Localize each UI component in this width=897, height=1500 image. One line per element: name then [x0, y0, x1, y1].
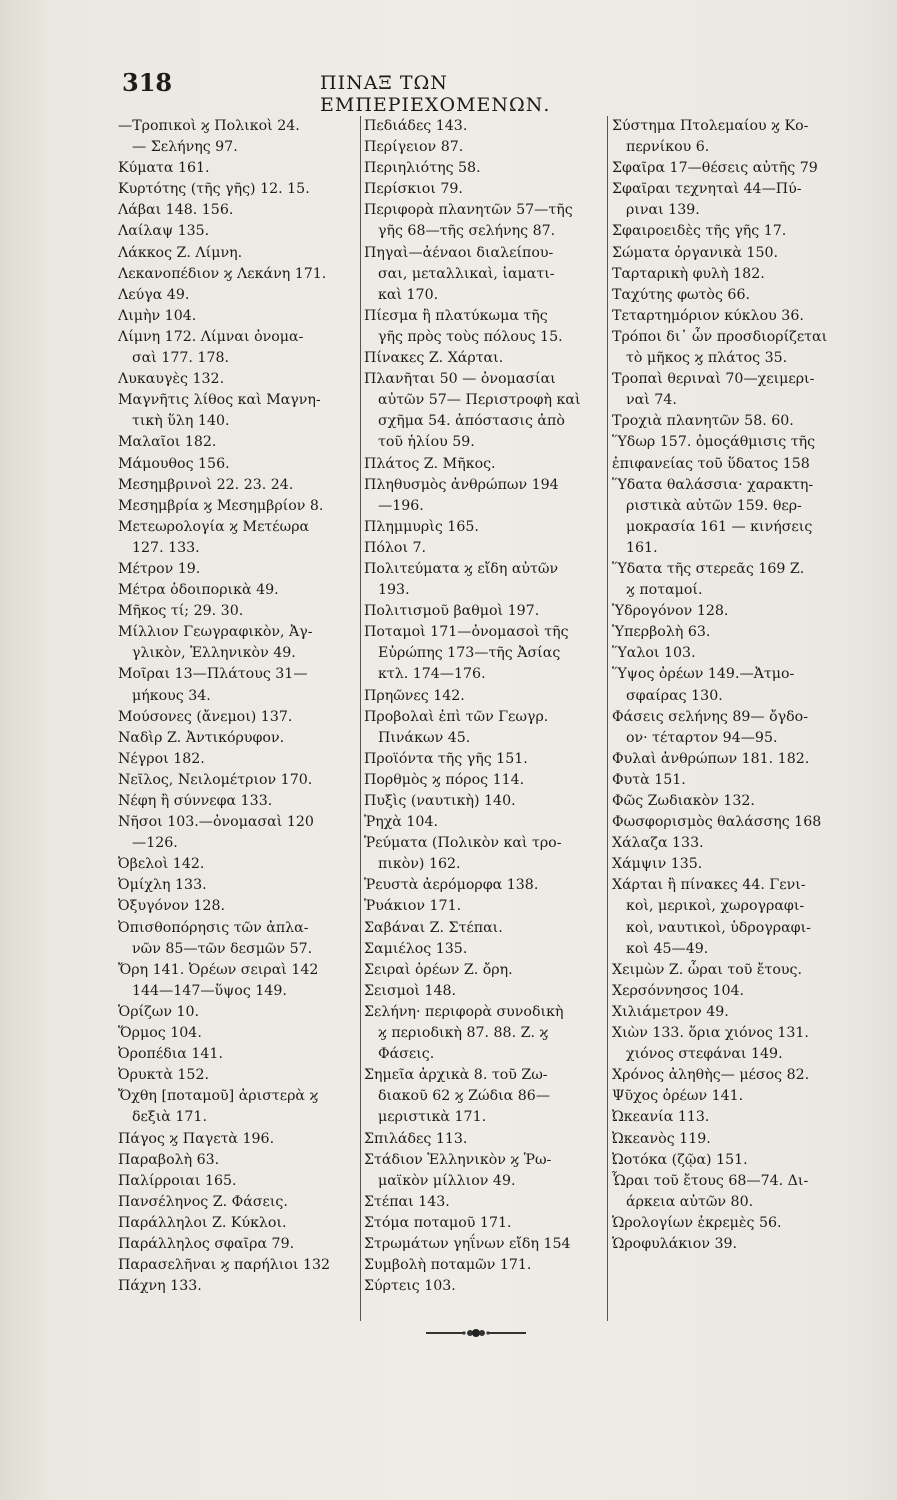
page-header [122, 68, 682, 116]
index-entry: χιόνος στεφάναι 149. [626, 1046, 783, 1063]
index-entry: Χάλαζα 133. [612, 835, 704, 852]
index-entry: Λάκκος Ζ. Λίμνη. [118, 244, 243, 261]
index-entry: Στόμα ποταμοῦ 171. [364, 1214, 512, 1231]
index-entry: Πεδιάδες 143. [364, 118, 468, 134]
index-entry: Φῶς Ζωδιακὸν 132. [612, 793, 755, 809]
index-entry: Τρόποι δι᾽ ὧν προσδιορίζεται [612, 328, 828, 345]
index-entry: Λεύγα 49. [118, 286, 190, 303]
index-entry: μήκους 34. [132, 687, 211, 704]
index-entry: Στρωμάτων γηΐνων εἴδη 154 [364, 1235, 571, 1252]
index-entry: Προϊόντα τῆς γῆς 151. [364, 750, 528, 767]
index-entry: Πλάτος Ζ. Μῆκος. [364, 455, 496, 472]
index-entry: Πίνακες Ζ. Χάρται. [364, 350, 504, 367]
index-entry: Ὕψος ὀρέων 149.—Ἀτμο- [612, 666, 795, 683]
index-entry: Ὅρμος 104. [118, 1025, 202, 1042]
index-entry: Πανσέληνος Ζ. Φάσεις. [118, 1193, 288, 1210]
index-entry: Φωσφορισμὸς θαλάσσης 168 [612, 814, 822, 831]
index-entry: Ῥηχὰ 104. [364, 814, 438, 831]
index-entry: αὐτῶν 57— Περιστροφὴ καὶ [378, 392, 581, 409]
index-entry: 193. [378, 582, 410, 599]
index-entry: Πορθμὸς ϗ πόρος 114. [364, 771, 525, 788]
index-entry: καὶ 170. [378, 286, 439, 303]
index-entry: Παρασελῆναι ϗ παρήλιοι 132 [118, 1257, 331, 1274]
index-entry: ριστικὰ αὐτῶν 159. θερ- [626, 497, 802, 514]
index-entry: Περίσκιοι 79. [364, 181, 463, 198]
index-entry: κοὶ, ναυτικοὶ, ὑδρογραφι- [626, 919, 811, 936]
index-entry: Χρόνος ἀληθὴς— μέσος 82. [612, 1067, 810, 1084]
index-entry: Ὀπισθοπόρησις τῶν ἀπλα- [118, 919, 309, 936]
index-entry: Παράλληλοι Ζ. Κύκλοι. [118, 1214, 287, 1231]
running-title: ΠΙΝΑΞ ΤΩΝ ΕΜΠΕΡΙΕΧΟΜΕΝΩΝ. [320, 72, 551, 116]
index-entry: Σώματα ὀργανικὰ 150. [612, 244, 779, 261]
page-number: 318 [122, 68, 173, 97]
index-entry: Πρηῶνες 142. [364, 687, 465, 704]
index-entry: Σαβάναι Ζ. Στέπαι. [364, 919, 503, 936]
index-entry: Ναδὶρ Ζ. Ἀντικόρυφον. [118, 729, 285, 746]
index-entry: Σπιλάδες 113. [364, 1130, 468, 1147]
index-entry: Ὠκεανὸς 119. [612, 1130, 711, 1147]
index-entry: Χερσόννησος 104. [612, 982, 745, 999]
index-entry: Χειμὼν Ζ. ὧραι τοῦ ἔτους. [612, 961, 802, 978]
index-entry: Σεισμοὶ 148. [364, 982, 457, 999]
index-entry: Μούσονες (ἄνεμοι) 137. [118, 708, 293, 725]
index-entry: Προβολαὶ ἐπὶ τῶν Γεωγρ. [364, 708, 549, 725]
index-entry: Χιὼν 133. ὅρια χιόνος 131. [612, 1025, 809, 1042]
index-column-3 [612, 116, 840, 1321]
index-entry: Ὕδατα θαλάσσια· χαρακτη- [612, 476, 814, 493]
index-entry: Ῥυάκιον 171. [364, 898, 462, 915]
index-entry: σαι, μεταλλικαὶ, ἰαματι- [378, 265, 555, 282]
index-entry: —126. [132, 835, 178, 852]
index-entry: Πληθυσμὸς ἀνθρώπων 194 [364, 476, 559, 493]
index-entry: Ταρταρικὴ φυλὴ 182. [612, 265, 765, 282]
index-columns [118, 116, 840, 1321]
index-entry: Ὀρυκτὰ 152. [118, 1067, 209, 1084]
index-entry: Κυρτότης (τῆς γῆς) 12. 15. [118, 181, 310, 198]
index-entry: Νέφη ἢ σύννεφα 133. [118, 793, 273, 809]
index-entry: διακοῦ 62 ϗ Ζώδια 86— [378, 1088, 551, 1105]
index-entry: Σαμιέλος 135. [364, 940, 468, 957]
index-entry: κοὶ, μερικοὶ, χωρογραφι- [626, 898, 805, 915]
index-entry: Σφαῖραι τεχνηταὶ 44—Πύ- [612, 181, 802, 198]
index-entry: Ὀβελοὶ 142. [118, 856, 205, 873]
index-column-2 [364, 116, 604, 1321]
index-entry: Μαλαῖοι 182. [118, 434, 217, 451]
index-entry: Κύματα 161. [118, 160, 210, 177]
index-entry: Πολιτεύματα ϗ εἴδη αὐτῶν [364, 560, 559, 577]
index-entry: Ὁρίζων 10. [118, 1003, 200, 1020]
index-entry: Ὀροπέδια 141. [118, 1046, 223, 1063]
index-entry: Ὕδωρ 157. ὁμοςάθμισις τῆς [612, 434, 816, 451]
index-entry: Μοῖραι 13—Πλάτους 31— [118, 666, 308, 683]
index-entry: ριναι 139. [626, 202, 700, 219]
index-entry: σχῆμα 54. ἀπόστασις ἀπὸ [378, 413, 565, 430]
index-entry: μοκρασία 161 — κινήσεις [626, 518, 813, 535]
index-entry: Μέτρον 19. [118, 560, 201, 577]
index-entry: Ὀξυγόνον 128. [118, 898, 225, 915]
index-entry: Μεσημβρία ϗ Μεσημβρίον 8. [118, 497, 324, 514]
index-entry: Ὠκεανία 113. [612, 1109, 710, 1126]
index-entry: Περιφορὰ πλανητῶν 57—τῆς [364, 202, 573, 219]
index-entry: Ὧραι τοῦ ἔτους 68—74. Δι- [612, 1172, 809, 1189]
index-entry: Πλημμυρὶς 165. [364, 518, 479, 535]
index-entry: σφαίρας 130. [626, 687, 723, 704]
index-entry: Ὀμίχλη 133. [118, 877, 207, 894]
index-entry: Φυτὰ 151. [612, 771, 686, 788]
index-entry: 127. 133. [132, 539, 200, 556]
index-entry: γλικὸν, Ἑλληνικὸν 49. [132, 645, 296, 662]
index-entry: Ὠοτόκα (ζῷα) 151. [612, 1151, 748, 1168]
index-entry: Μάμουθος 156. [118, 455, 230, 472]
index-entry: ναὶ 74. [626, 392, 677, 409]
index-entry: ἐπιφανείας τοῦ ὕδατος 158 [612, 455, 810, 472]
index-entry: Λίμνη 172. Λίμναι ὀνομα- [118, 328, 304, 345]
index-entry: Παράλληλος σφαῖρα 79. [118, 1235, 295, 1252]
index-entry: Ῥεύματα (Πολικὸν καὶ τρο- [364, 835, 562, 852]
index-entry: Ὑδρογόνον 128. [612, 603, 729, 620]
index-entry: Πάγος ϗ Παγετὰ 196. [118, 1130, 275, 1147]
index-entry: Νεῖλος, Νειλομέτριον 170. [118, 771, 313, 788]
index-entry: 161. [626, 539, 658, 556]
index-entry: Λαίλαψ 135. [118, 223, 210, 240]
index-entry: πικὸν) 162. [378, 856, 461, 873]
index-entry: Τροπαὶ θεριναὶ 70—χειμερι- [612, 371, 815, 388]
index-entry: Πολιτισμοῦ βαθμοὶ 197. [364, 603, 540, 620]
index-entry: Πηγαὶ—ἀέναοι διαλείπου- [364, 244, 554, 261]
index-entry: 144—147—ὕψος 149. [132, 982, 287, 999]
index-entry: Ὡροφυλάκιον 39. [612, 1235, 738, 1252]
index-entry: Μεσημβρινοὶ 22. 23. 24. [118, 476, 294, 493]
index-entry: δεξιὰ 171. [132, 1109, 207, 1126]
index-entry: Ὄρη 141. Ὀρέων σειραὶ 142 [118, 961, 319, 978]
index-entry: Παλίρροιαι 165. [118, 1172, 237, 1189]
index-entry: τοῦ ἡλίου 59. [378, 434, 475, 451]
index-entry: Σύστημα Πτολεμαίου ϗ Κο- [612, 118, 809, 134]
index-entry: γῆς 68—τῆς σελήνης 87. [378, 223, 556, 240]
index-entry: μεριστικὰ 171. [378, 1109, 487, 1126]
index-entry: Λεκανοπέδιον ϗ Λεκάνη 171. [118, 265, 327, 282]
index-entry: Σφαῖρα 17—θέσεις αὐτῆς 79 [612, 160, 818, 177]
index-entry: Εὐρώπης 173—τῆς Ἀσίας [378, 645, 561, 662]
index-entry: Παραβολὴ 63. [118, 1151, 220, 1168]
index-entry: —196. [378, 497, 424, 514]
index-entry: άρκεια αὐτῶν 80. [626, 1193, 754, 1210]
index-entry: Τεταρτημόριον κύκλου 36. [612, 307, 804, 324]
index-entry: Ποταμοὶ 171—ὀνομασοὶ τῆς [364, 624, 569, 641]
index-entry: Σφαιροειδὲς τῆς γῆς 17. [612, 223, 787, 240]
index-entry: —Τροπικοὶ ϗ Πολικοὶ 24. [118, 118, 300, 134]
index-entry: Ταχύτης φωτὸς 66. [612, 286, 750, 303]
index-entry: — Σελήνης 97. [132, 139, 238, 156]
index-entry: Στάδιον Ἑλληνικὸν ϗ Ῥω- [364, 1151, 552, 1168]
index-entry: κοὶ 45—49. [626, 940, 709, 957]
index-entry: Σημεῖα ἀρχικὰ 8. τοῦ Ζω- [364, 1067, 548, 1084]
index-entry: μαϊκὸν μίλλιον 49. [378, 1172, 516, 1189]
index-entry: Σειραὶ ὀρέων Ζ. ὄρη. [364, 961, 513, 978]
index-entry: σαὶ 177. 178. [132, 350, 230, 367]
index-column-1 [118, 116, 354, 1321]
index-entry: Ψῦχος ὀρέων 141. [612, 1088, 744, 1105]
index-entry: Τροχιὰ πλανητῶν 58. 60. [612, 413, 794, 430]
index-entry: Μέτρα ὁδοιπορικὰ 49. [118, 582, 279, 599]
index-entry: Σύρτεις 103. [364, 1278, 456, 1295]
index-entry: ϗ ποταμοί. [626, 582, 703, 599]
index-entry: περνίκου 6. [626, 139, 710, 156]
index-entry: Πυξὶς (ναυτικὴ) 140. [364, 793, 516, 809]
index-entry: κτλ. 174—176. [378, 666, 486, 683]
index-entry: Φάσεις. [378, 1046, 435, 1063]
index-entry: Πόλοι 7. [364, 539, 427, 556]
index-entry: γῆς πρὸς τοὺς πόλους 15. [378, 328, 563, 345]
index-entry: Ῥευστὰ ἀερόμορφα 138. [364, 877, 539, 894]
index-entry: ϗ περιοδικὴ 87. 88. Ζ. ϗ [378, 1025, 549, 1042]
index-entry: Περίγειον 87. [364, 139, 464, 156]
index-entry: Ὕαλοι 103. [612, 645, 696, 662]
index-entry: ον· τέταρτον 94—95. [626, 729, 778, 746]
index-entry: Πλανῆται 50 — ὀνομασίαι [364, 371, 556, 388]
index-entry: Χιλιάμετρον 49. [612, 1003, 729, 1020]
index-entry: Μίλλιον Γεωγραφικὸν, Ἀγ- [118, 624, 313, 641]
index-entry: Χάρται ἢ πίνακες 44. Γενι- [612, 877, 806, 894]
index-entry: τὸ μῆκος ϗ πλάτος 35. [626, 350, 788, 367]
index-entry: Συμβολὴ ποταμῶν 171. [364, 1257, 532, 1274]
index-entry: Μῆκος τί; 29. 30. [118, 603, 244, 620]
index-entry: Πίεσμα ἢ πλατύκωμα τῆς [364, 307, 548, 324]
index-entry: Λάβαι 148. 156. [118, 202, 234, 219]
index-entry: Ὑπερβολὴ 63. [612, 624, 711, 641]
index-entry: Περιηλιότης 58. [364, 160, 481, 177]
index-entry: Ὡρολογίων ἐκρεμὲς 56. [612, 1214, 782, 1231]
index-entry: Σελήνη· περιφορὰ συνοδικὴ [364, 1003, 564, 1020]
index-entry: Νέγροι 182. [118, 750, 205, 767]
index-entry: Ὄχθη [ποταμοῦ] ἀριστερὰ ϗ [118, 1088, 319, 1105]
index-entry: Μαγνῆτις λίθος καὶ Μαγνη- [118, 392, 321, 409]
index-entry: Φυλαὶ ἀνθρώπων 181. 182. [612, 750, 810, 767]
index-entry: Λυκαυγὲς 132. [118, 371, 225, 388]
index-entry: Πάχνη 133. [118, 1278, 202, 1295]
index-entry: Πινάκων 45. [378, 729, 471, 746]
index-entry: Ὕδατα τῆς στερεᾶς 169 Ζ. [612, 560, 805, 577]
index-entry: Λιμὴν 104. [118, 307, 197, 324]
index-entry: νῶν 85—τῶν δεσμῶν 57. [132, 940, 313, 957]
index-entry: Νῆσοι 103.—ὀνομασαὶ 120 [118, 814, 314, 831]
index-entry: τικὴ ὕλη 140. [132, 413, 230, 430]
index-entry: Χάμψιν 135. [612, 856, 703, 873]
index-entry: Φάσεις σελήνης 89— ὄγδο- [612, 708, 809, 725]
tailpiece-ornament [424, 1326, 528, 1340]
index-entry: Μετεωρολογία ϗ Μετέωρα [118, 518, 310, 535]
index-entry: Στέπαι 143. [364, 1193, 450, 1210]
